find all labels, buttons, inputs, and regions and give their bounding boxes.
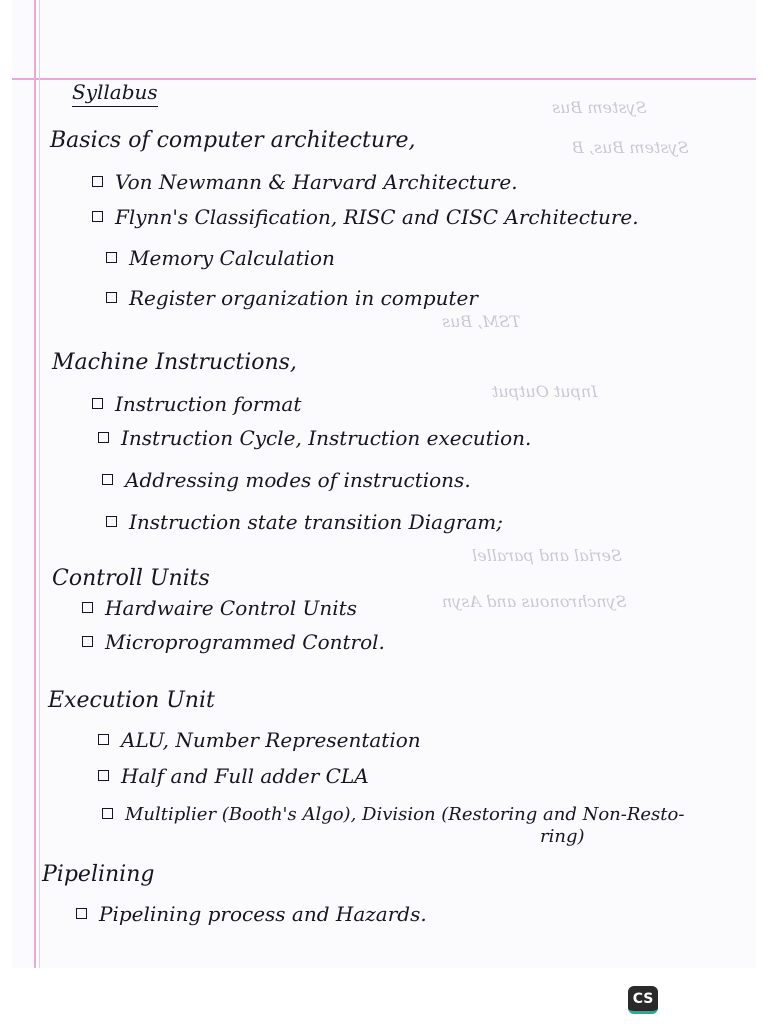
checkbox-icon: [92, 176, 103, 187]
checkbox-icon: [98, 734, 109, 745]
checkbox-icon: [102, 474, 113, 485]
bleed-through-text: System Bus: [552, 98, 647, 117]
list-item: Flynn's Classification, RISC and CISC Architecture.: [92, 205, 639, 229]
checkbox-icon: [82, 602, 93, 613]
checkbox-icon: [92, 398, 103, 409]
checkbox-icon: [76, 908, 87, 919]
list-item: Addressing modes of instructions.: [102, 468, 471, 492]
list-item: Instruction state transition Diagram;: [106, 510, 503, 534]
list-item: Microprogrammed Control.: [82, 630, 385, 654]
left-margin-line-inner: [39, 0, 40, 968]
list-item-continuation: ring): [540, 826, 585, 847]
list-item: Half and Full adder CLA: [98, 764, 369, 788]
checkbox-icon: [106, 252, 117, 263]
list-item: Von Newmann & Harvard Architecture.: [92, 170, 518, 194]
bleed-through-text: TSM, Bus: [442, 312, 521, 331]
section-heading: Machine Instructions,: [52, 350, 297, 375]
section-heading: Pipelining: [42, 862, 155, 887]
checkbox-icon: [82, 636, 93, 647]
checkbox-icon: [98, 432, 109, 443]
bleed-through-text: System Bus, B: [572, 138, 689, 157]
section-heading: Basics of computer architecture,: [50, 128, 416, 153]
bleed-through-text: Input Output: [492, 382, 598, 401]
list-item: Memory Calculation: [106, 246, 335, 270]
list-item: Instruction Cycle, Instruction execution.: [98, 426, 531, 450]
notebook-page: [12, 0, 756, 968]
checkbox-icon: [106, 516, 117, 527]
list-item: Hardwaire Control Units: [82, 596, 357, 620]
bleed-through-text: Serial and parallel: [472, 546, 622, 565]
list-item: Pipelining process and Hazards.: [76, 902, 427, 926]
bleed-through-text: Synchronous and Asyn: [442, 592, 627, 611]
list-item: Multiplier (Booth's Algo), Division (Restoring and Non-Resto-: [102, 804, 684, 825]
list-item: ALU, Number Representation: [98, 728, 421, 752]
page-title: Syllabus: [72, 80, 158, 107]
checkbox-icon: [98, 770, 109, 781]
left-margin-line: [34, 0, 36, 968]
section-heading: Execution Unit: [48, 688, 215, 713]
checkbox-icon: [92, 211, 103, 222]
section-heading: Controll Units: [52, 566, 210, 591]
list-item: Instruction format: [92, 392, 301, 416]
checkbox-icon: [102, 808, 113, 819]
camscanner-logo: CS: [628, 986, 658, 1014]
checkbox-icon: [106, 292, 117, 303]
list-item: Register organization in computer: [106, 286, 478, 310]
